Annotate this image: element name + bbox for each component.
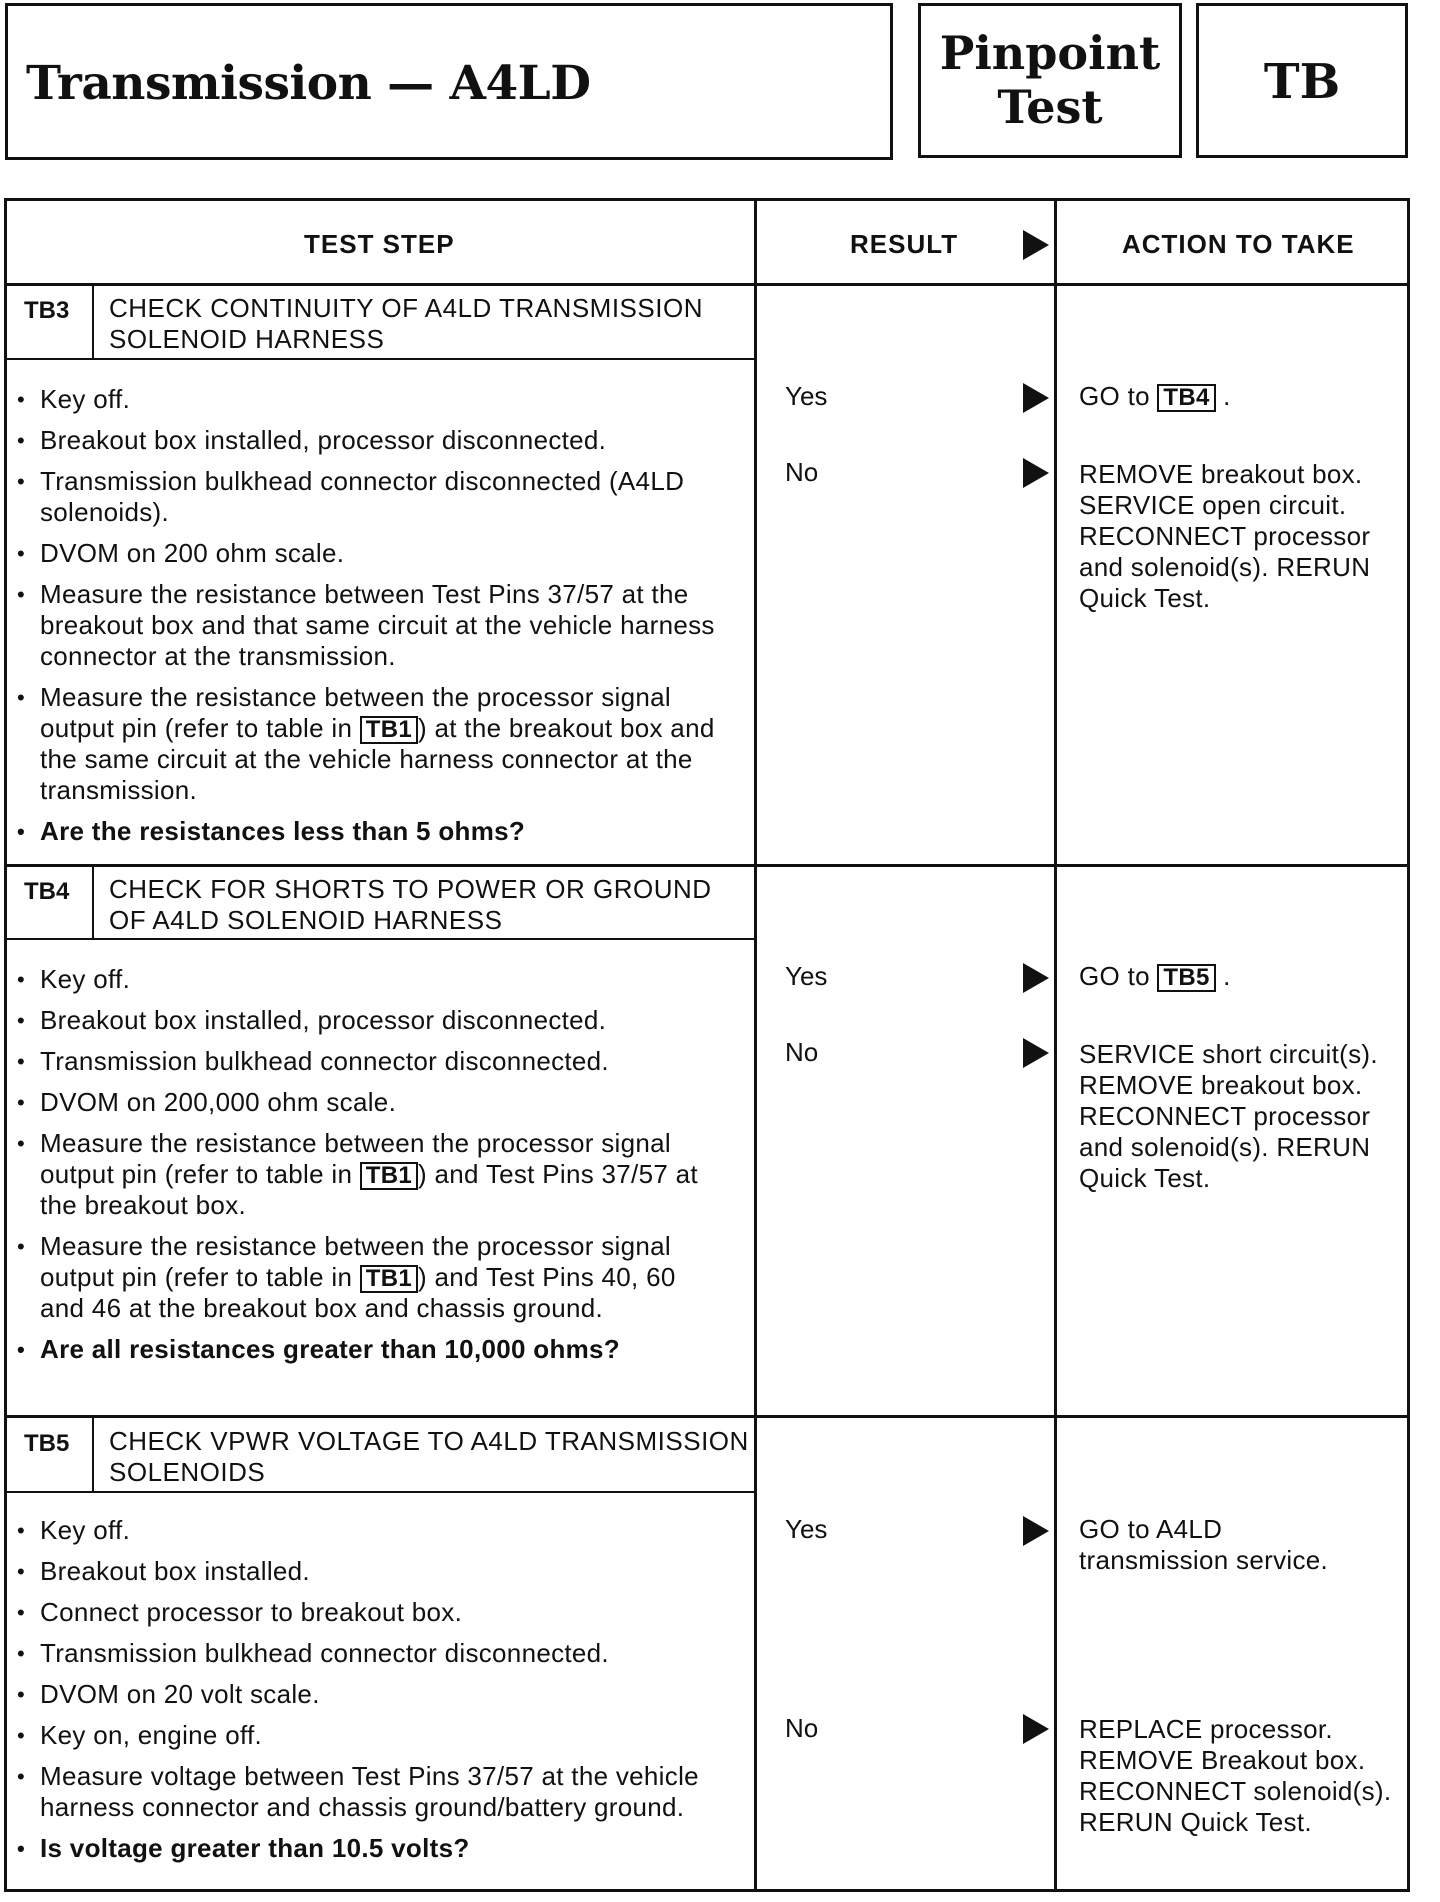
bullet: [15, 682, 715, 806]
bullet: • Transmission bulkhead connector disconnected (A4LD solenoids).: [15, 466, 715, 528]
bullet: • DVOM on 200 ohm scale.: [15, 538, 715, 569]
bullet: [15, 1231, 715, 1324]
step-id: TB3: [24, 297, 70, 324]
col-header-test-step: TEST STEP: [304, 229, 455, 259]
result-yes: Yes: [785, 1514, 828, 1544]
ref-tb1: TB1: [360, 1162, 418, 1190]
action-yes: [1079, 961, 1409, 992]
bullet: • Key off.: [15, 1515, 715, 1546]
result-arrow-icon: [1023, 1714, 1049, 1744]
action-yes: GO to A4LD transmission service.: [1079, 1514, 1329, 1575]
document-title: Transmission — A4LD: [26, 56, 591, 111]
result-arrow-icon: [1023, 1038, 1049, 1068]
result-no: No: [785, 457, 819, 487]
bullet: • DVOM on 200,000 ohm scale.: [15, 1087, 715, 1118]
result-arrow-icon: [1023, 458, 1049, 488]
bullet: • DVOM on 20 volt scale.: [15, 1679, 715, 1710]
pinpoint-label: Pinpoint: [939, 26, 1161, 80]
section-code: TB: [1263, 54, 1341, 110]
action-text: GO to: [1079, 961, 1158, 991]
bullet: • Key off.: [15, 964, 715, 995]
action-text: .: [1215, 381, 1231, 411]
bullet-text: Measure the resistance between the processor signal output pin (refer to table in: [40, 1231, 671, 1292]
step-title-divider: [7, 938, 754, 940]
result-arrow-icon: [1023, 1516, 1049, 1546]
bullet-text: ) at the breakout box and the same circuit at the vehicle harness connector at the transmission.: [40, 713, 715, 805]
action-no: SERVICE short circuit(s). REMOVE breakout box. RECONNECT processor and solenoid(s). RERUN Quick Test.: [1079, 1039, 1378, 1193]
step-question: • Are the resistances less than 5 ohms?: [15, 816, 715, 847]
step-title-divider: [7, 1491, 754, 1493]
bullet-text: Measure the resistance between the processor signal output pin (refer to table in: [40, 1128, 671, 1189]
result-arrow-icon: [1023, 230, 1049, 260]
bullet-text: Measure the resistance between the processor signal output pin (refer to table in: [40, 682, 671, 743]
ref-tb5: TB5: [1157, 964, 1215, 992]
result-arrow-icon: [1023, 963, 1049, 993]
bullet: • Breakout box installed, processor disconnected.: [15, 425, 715, 456]
action-yes: [1079, 381, 1409, 412]
result-no: No: [785, 1713, 819, 1743]
step-title: CHECK VPWR VOLTAGE TO A4LD TRANSMISSION SOLENOIDS: [109, 1426, 749, 1487]
bullet-text: ) and Test Pins 40, 60 and 46 at the breakout box and chassis ground.: [40, 1262, 676, 1323]
col-header-action: ACTION TO TAKE: [1122, 229, 1355, 259]
pinpoint-test-box: [918, 3, 1182, 158]
step-question: • Are all resistances greater than 10,000 ohms?: [15, 1334, 715, 1365]
document-title-box: [5, 3, 893, 160]
step-id-divider: [92, 1418, 94, 1493]
bullet: • Measure the resistance between Test Pins 37/57 at the breakout box and that same circuit at the vehicle harness connector at the transmission.: [15, 579, 715, 672]
step-id: TB5: [24, 1430, 70, 1457]
step-id-divider: [92, 867, 94, 940]
step-title: CHECK CONTINUITY OF A4LD TRANSMISSION SOLENOID HARNESS: [109, 293, 703, 354]
bullet: • Breakout box installed.: [15, 1556, 715, 1587]
column-divider: [1054, 201, 1057, 1892]
action-text: .: [1215, 961, 1231, 991]
bullet: • Key off.: [15, 384, 715, 415]
pinpoint-test-table: [4, 198, 1410, 1892]
ref-tb1: TB1: [360, 716, 418, 744]
col-header-result: RESULT: [850, 229, 959, 259]
action-no: REPLACE processor. REMOVE Breakout box. RECONNECT solenoid(s). RERUN Quick Test.: [1079, 1714, 1392, 1837]
section-code-box: [1196, 3, 1408, 158]
ref-tb4: TB4: [1157, 384, 1215, 412]
bullet: • Key on, engine off.: [15, 1720, 715, 1751]
bullet-text: ) and Test Pins 37/57 at the breakout box.: [40, 1159, 698, 1220]
bullet: • Transmission bulkhead connector disconnected.: [15, 1638, 715, 1669]
result-no: No: [785, 1037, 819, 1067]
step-divider: [7, 864, 1407, 867]
step-title-divider: [7, 358, 754, 360]
step-bullets: [15, 964, 715, 1375]
step-title: CHECK FOR SHORTS TO POWER OR GROUND OF A4LD SOLENOID HARNESS: [109, 874, 712, 935]
result-arrow-icon: [1023, 383, 1049, 413]
column-divider: [754, 201, 757, 1892]
step-bullets: [15, 384, 715, 857]
bullet: • Breakout box installed, processor disconnected.: [15, 1005, 715, 1036]
action-text: GO to: [1079, 381, 1158, 411]
header-divider: [7, 283, 1407, 286]
result-yes: Yes: [785, 381, 828, 411]
action-no: REMOVE breakout box. SERVICE open circuit. RECONNECT processor and solenoid(s). RERUN Quick Test.: [1079, 459, 1371, 613]
bullet: • Measure voltage between Test Pins 37/57 at the vehicle harness connector and chassis ground/battery ground.: [15, 1761, 715, 1823]
bullet: • Connect processor to breakout box.: [15, 1597, 715, 1628]
test-label: Test: [997, 80, 1103, 134]
step-divider: [7, 1415, 1407, 1418]
bullet: [15, 1128, 715, 1221]
ref-tb1: TB1: [360, 1265, 418, 1293]
result-yes: Yes: [785, 961, 828, 991]
step-id: TB4: [24, 878, 70, 905]
step-question: • Is voltage greater than 10.5 volts?: [15, 1833, 715, 1864]
step-id-divider: [92, 286, 94, 360]
bullet: • Transmission bulkhead connector disconnected.: [15, 1046, 715, 1077]
step-bullets: [15, 1515, 715, 1874]
